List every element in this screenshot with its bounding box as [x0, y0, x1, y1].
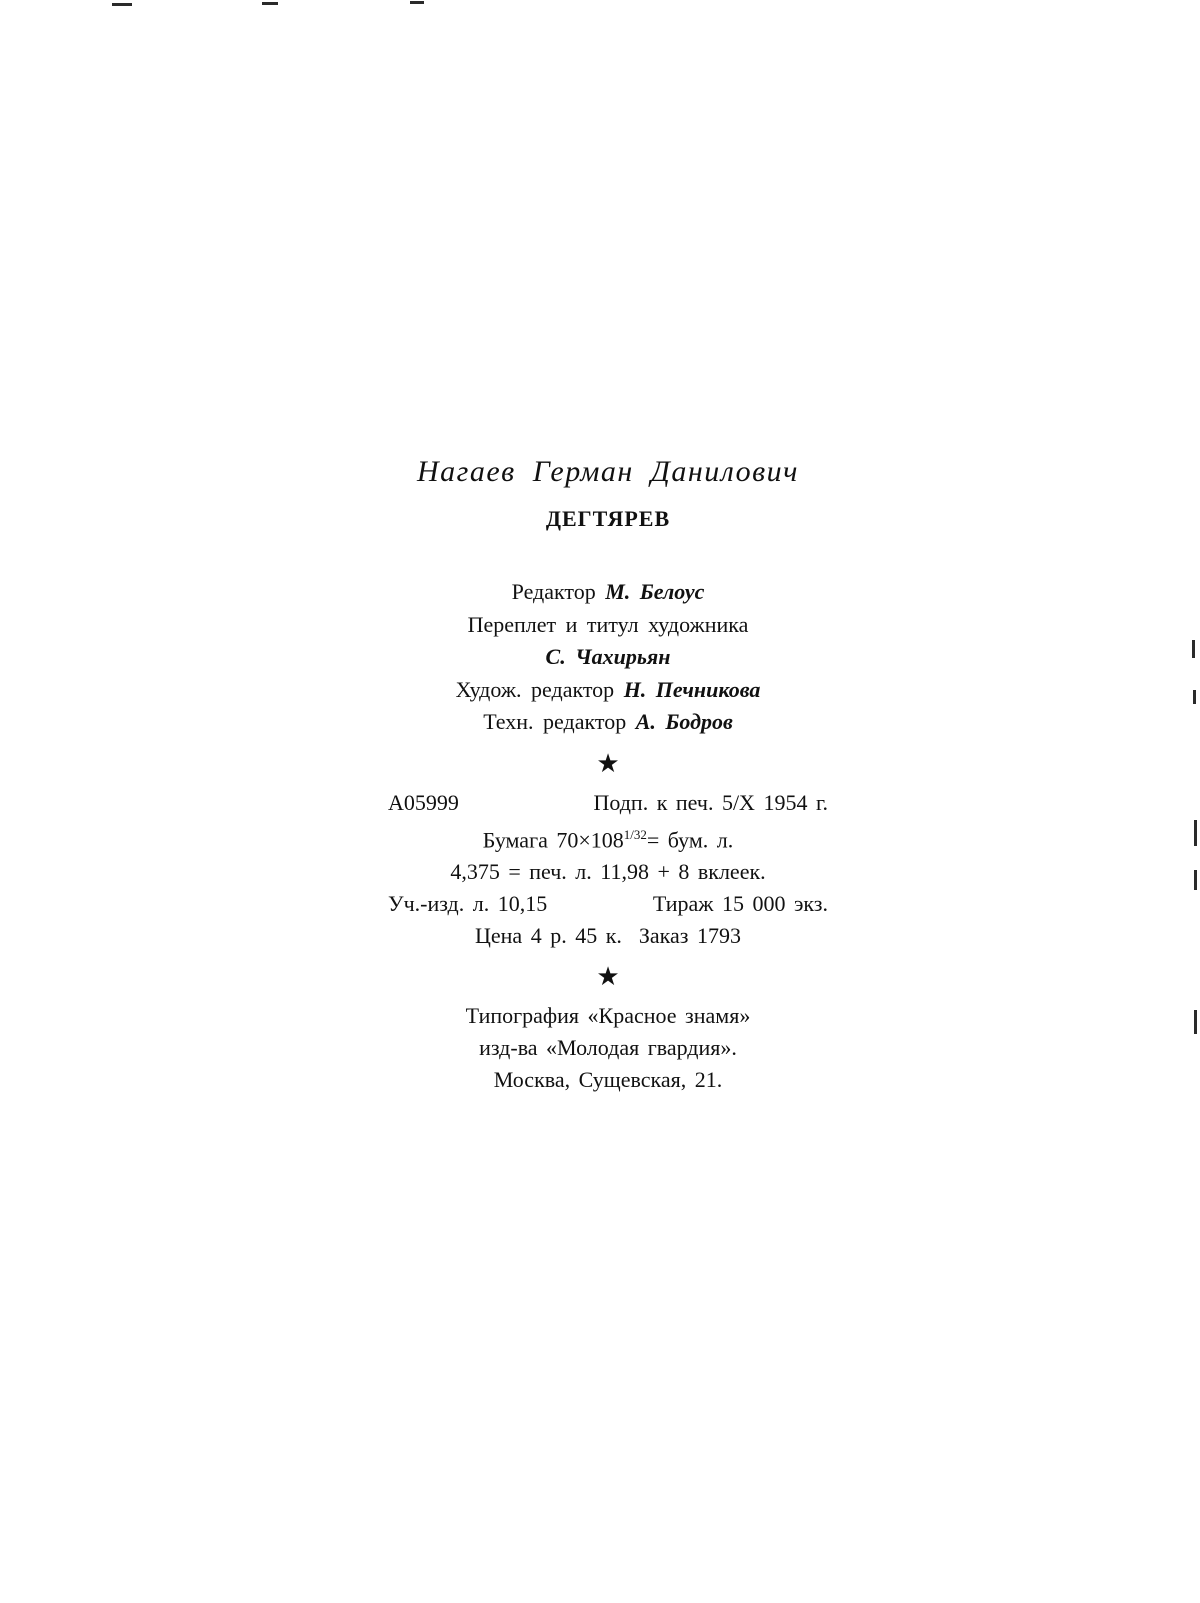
sheets-line: 4,375 = печ. л. 11,98 + 8 вклеек. [450, 858, 766, 884]
printer-line-3: Москва, Сущевская, 21. [493, 1066, 723, 1092]
imprint-block [388, 452, 828, 1096]
price-order-line: Цена 4 р. 45 к. Заказ 1793 [475, 922, 741, 948]
scan-mark [1194, 870, 1197, 890]
scan-mark [1193, 690, 1196, 704]
editor-label: Редактор [511, 579, 596, 604]
scan-mark [1192, 640, 1195, 658]
run-line [388, 888, 828, 920]
star-separator-icon: ★ [596, 748, 620, 778]
scan-mark [262, 2, 278, 5]
publisher-sheets: Уч.-изд. л. 10,15 [388, 890, 548, 916]
scan-mark [112, 3, 132, 6]
paper-prefix: Бумага 70×108 [482, 826, 624, 852]
scan-mark [1194, 1010, 1197, 1034]
tech-editor-name: А. Бодров [635, 709, 733, 734]
tech-editor-label: Техн. редактор [483, 709, 627, 734]
star-separator-icon: ★ [596, 961, 620, 991]
publication-code: А05999 [388, 789, 459, 815]
code-signed-line [388, 787, 828, 819]
scan-mark [1194, 820, 1197, 846]
paper-fraction: 1/32 [623, 826, 647, 842]
art-editor-label: Худож. редактор [455, 676, 615, 702]
book-title: ДЕГТЯРЕВ [545, 506, 671, 531]
binding-artist-name: С. Чахирьян [545, 644, 671, 669]
binding-label: Переплет и титул художника [467, 611, 749, 637]
print-run: Тираж 15 000 экз. [652, 890, 828, 916]
printer-block [388, 1000, 828, 1096]
tech-editor-line [388, 706, 828, 739]
paper-line [388, 819, 828, 856]
publication-data [388, 787, 828, 952]
printer-line-1: Типография «Красное знамя» [465, 1002, 751, 1028]
scan-mark [410, 1, 424, 4]
credits-block [388, 576, 828, 739]
art-editor-name: Н. Печникова [623, 676, 761, 702]
editor-line [388, 576, 828, 609]
author-name: Нагаев Герман Данилович [417, 455, 799, 488]
paper-suffix: = бум. л. [646, 826, 734, 852]
printer-line-2: изд-ва «Молодая гвардия». [479, 1034, 737, 1060]
art-editor-line [388, 674, 828, 707]
editor-name: М. Белоус [605, 579, 705, 604]
signed-to-print: Подп. к печ. 5/X 1954 г. [593, 789, 828, 815]
